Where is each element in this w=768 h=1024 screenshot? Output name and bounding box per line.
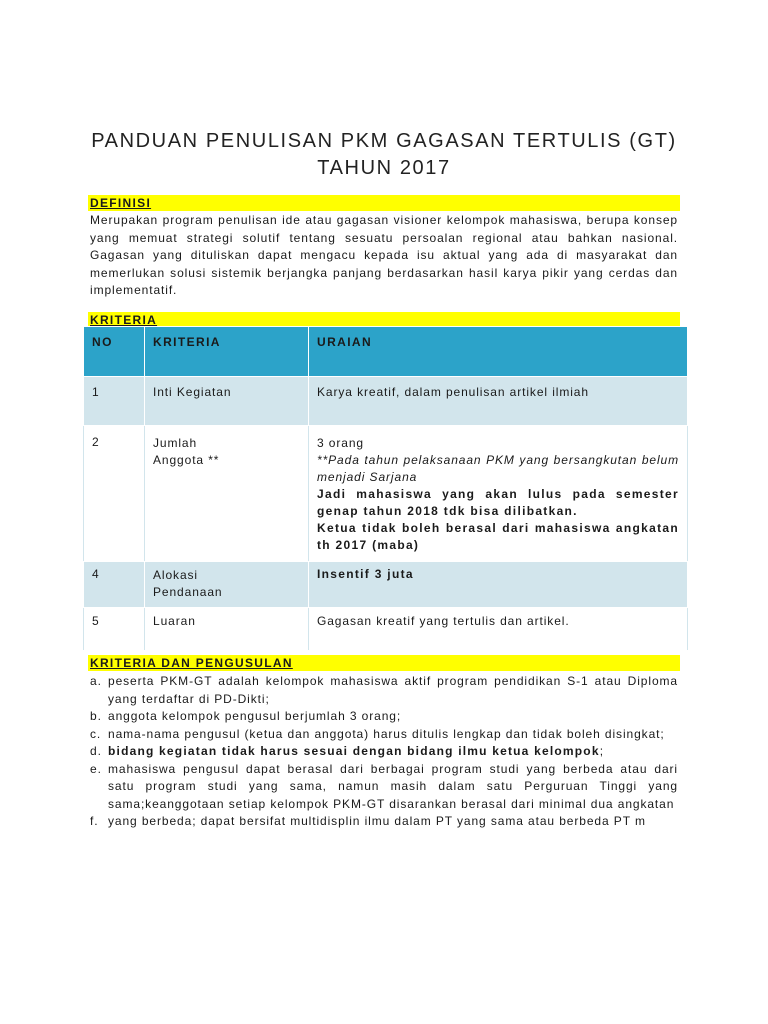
cell-no: 4 [84,562,145,608]
list-item-text: mahasiswa pengusul dapat berasal dari berbagai program studi yang berbeda atau dari satu program studi yang sama, namun masih dalam satu Perguruan Tinggi yang sama;keanggotaan setiap kelompok PKM-GT disarankan berasal dari minimal dua angkatan [108,761,678,811]
list-item [90,726,678,744]
table-row [84,377,688,426]
cell-no: 5 [84,608,145,651]
list-marker: f. [90,814,99,828]
list-item-text: yang berbeda; dapat bersifat multidisplin ilmu dalam PT yang sama atau berbeda PT m [108,814,646,828]
list-item [90,743,678,761]
list-item [90,673,678,708]
column-header-no: NO [84,327,145,377]
list-marker: a. [90,674,102,688]
cell-uraian [309,426,688,562]
column-header-kriteria: KRITERIA [145,327,309,377]
column-header-uraian: URAIAN [309,327,688,377]
document-title-line-2: TAHUN 2017 [317,157,451,179]
table-row [84,426,688,562]
cell-no: 2 [84,426,145,562]
list-marker: c. [90,726,102,741]
table-header-row [84,327,688,377]
list-marker: d. [90,744,102,758]
cell-kriteria-line: Anggota ** [153,453,220,467]
list-item-text: anggota kelompok pengusul berjumlah 3 orang; [108,709,402,723]
cell-kriteria-line: Pendanaan [153,585,223,599]
uraian-bold-note: Ketua tidak boleh berasal dari mahasiswa angkatan th 2017 (maba) [317,521,679,552]
list-item-bold-text: bidang kegiatan tidak harus sesuai dengan bidang ilmu ketua kelompok [108,744,600,758]
cell-kriteria [145,426,309,562]
definisi-heading-text: DEFINISI [90,196,152,210]
list-item [90,708,678,726]
cell-kriteria: Inti Kegiatan [145,377,309,426]
cell-kriteria-line: Alokasi [153,568,198,582]
uraian-count: 3 orang [317,436,364,450]
table-row [84,562,688,608]
list-item [90,761,678,814]
list-item-text: ; [599,744,604,758]
kriteria-table [83,326,688,651]
cell-no: 1 [84,377,145,426]
pengusulan-heading-text: KRITERIA DAN PENGUSULAN [90,656,293,670]
list-item [90,813,678,831]
cell-kriteria: Luaran [145,608,309,651]
table-row [84,608,688,651]
cell-kriteria-line: Jumlah [153,436,198,450]
list-item-text: peserta PKM-GT adalah kelompok mahasiswa aktif program pendidikan S-1 atau Diploma yang terdaftar di PD-Dikti; [108,674,678,706]
cell-uraian: Insentif 3 juta [309,562,688,608]
document-title-line-1: PANDUAN PENULISAN PKM GAGASAN TERTULIS (GT) [91,130,677,152]
definisi-heading [88,195,680,211]
list-marker: e. [90,761,102,776]
kriteria-heading-text: KRITERIA [90,313,158,327]
cell-uraian: Karya kreatif, dalam penulisan artikel ilmiah [309,377,688,426]
cell-kriteria [145,562,309,608]
definisi-paragraph: Merupakan program penulisan ide atau gagasan visioner kelompok mahasiswa, berupa konsep yang memuat strategi solutif tentang sesuatu persoalan regional atau bahkan nasional. Gagasan yang dituliskan dapat mengacu kepada isu aktual yang ada di masyarakat dan memerlukan solusi sistemik berjangka panjang berdasarkan hasil karya pikir yang cerdas dan implementatif. [90,213,678,297]
uraian-bold-note: Jadi mahasiswa yang akan lulus pada semester genap tahun 2018 tdk bisa dilibatkan. [317,487,679,518]
list-item-text: nama-nama pengusul (ketua dan anggota) harus ditulis lengkap dan tidak boleh disingkat; [108,726,665,741]
pengusulan-list [90,673,678,831]
cell-uraian: Gagasan kreatif yang tertulis dan artikel. [309,608,688,651]
uraian-note: **Pada tahun pelaksanaan PKM yang bersangkutan belum menjadi Sarjana [317,453,679,484]
pengusulan-heading [88,655,680,671]
list-marker: b. [90,709,102,723]
